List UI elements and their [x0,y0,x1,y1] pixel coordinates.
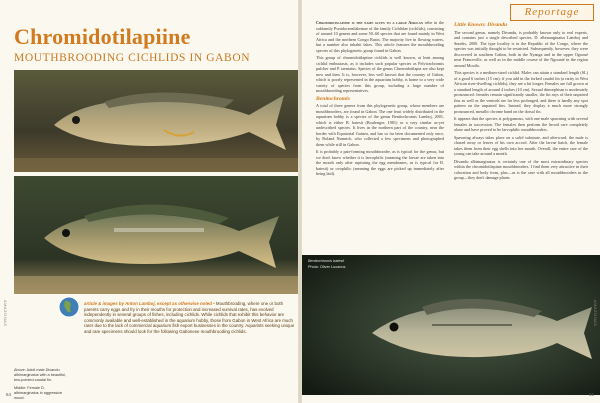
side-label-right: AMAZONAS [593,300,598,327]
left-page [0,0,298,403]
article-subtitle: MOUTHBROODING CICHLIDS IN GABON [14,52,251,64]
side-label-left: AMAZONAS [3,300,8,327]
col2-paragraph-3: It appears that the species is polygamous, with one male spawning with several females in succession. The females then perform the brood care completely alone and have proved to be larvophilic mouthbrooders. [454,116,588,132]
photo-caption-species: Benitochromis batesii [308,259,345,263]
column-2 [454,20,588,252]
photo-benitochromis [302,255,600,395]
intro-text: Mouthbrooding, where one or both parents carry eggs and fry in their mouths for protection and increased survival rates, has evolved independently in several groups of fishes, including cichlids. While cichlids that exhibit this behavior are commonly available and well-established in the aquarium hobby, those from Gabon in West Africa are much rarer due to the lack of commercial aquarium fish export businesses in the country. Aquarists seeking unique and rare specimens should look for the following Gabonese mouthbrooding cichlids. [84,301,295,334]
heading-divandu: Little Known: Divandu [454,22,508,28]
col1-paragraph-4: It is probably a pair-forming mouthbrooder, as is typical for the genus, but we don't know whether it is larvophilic (meaning the larvae are taken into the mouth only after rupturing the egg membranes, as is typical for B. batesii) or ovophilic (meaning the eggs are picked up immediately after being laid). [316,149,444,176]
article-title: Chromidotilapiine [14,24,191,49]
intro-block [84,301,296,353]
photo-female-fish [14,176,298,294]
caption-above: Above: Adult male Divandu albimarginatus with a beautiful, two-pointed caudal fin. [14,368,67,382]
col2-paragraph-4: Spawning always takes place on a solid substrate, and afterward, the male is chased away or leaves of his own accord. After the larvae hatch, the female takes them from their egg shells into her mouth. Overall, the entire care of the young can take around a month. [454,134,588,156]
page-number-right: 65 [588,392,594,397]
lead-in: Chromidotilapiine is the name given to a large African [316,20,423,25]
author-line: article & images by Anton Lamboj, except as otherwise noted • [84,301,215,306]
col2-paragraph-1: The second genus, namely Divandu, is probably known only to real experts, and contains just a single described species, D. albimarginatus Lamboj and Snoeks, 2000. The type locality is in the Republic of the Congo, where the species was initially thought to be restricted. Subsequently, however, they were discovered in southern Gabon, both in the Nyanga and in the upper Ogooué near Franceville, as well as in the middle course of the Ngounié in the region around Mouila. [454,29,588,68]
col1-paragraph-3: A total of three genera from this phylogenetic group, whose members are mouthbrooders, are found in Gabon. The one least widely distributed in the aquarium hobby is a species of the genus Benitochromis Lamboj, 2001, which is either B. batesii (Boulenger, 1901) or a very similar as-yet undescribed species. It lives in the northern part of the country, near the border with Equatorial Guinea, and has so far been documented only once, by Roland Numrich, who collected a few specimens and photographed them while still in Gabon. [316,103,444,147]
col2-paragraph-2: This species is a medium-sized cichlid. Males can attain a standard length (SL) of a good 6 inches (15 cm); if you add in the forked caudal fin (a rarity in West African river-dwelling cichlids), they are a bit longer. Females are full grown at a standard length of around 4 inches (10 cm). Sexual dimorphism is moderately pronounced: females remain significantly smaller, the fin rays of their unpaired fins as well as the ventrals are far less prolonged, and there is hardly any spot pattern on the unpaired fins. Instead, they display a much more strongly pronounced, metallic chrome band on the dorsal fin. [454,70,588,114]
caption-middle: Middle: Female D. albimarginatus in aggressive mood. [14,386,63,400]
col2-paragraph-5: Divandu albimarginatus is certainly one of the most extraordinary species within the chromidotilapiine mouthbrooders. I find them very attractive in their coloration and body form, plus—as is the case with all mouthbrooders in the group—they don't damage plants. [454,158,588,180]
globe-icon [58,296,80,318]
section-tag: Reportage [510,4,594,21]
col1-paragraph-2: This group of chromidotilapiine cichlids is well known, at least among cichlid enthusiasts, as it includes such popular species as Pelvicachromis pulcher and P. taeniatus. Species of the genus Chromidotilapia are also kept now and then. It is, however, less well known that the country of Gabon, which is poorly represented in the aquarium hobby, is home to a very wide variety of species from this group, including a large number of mouthbrooding representatives. [316,55,444,93]
heading-benitochromis: Benitochromis [316,95,350,102]
page-number-left: 64 [6,392,12,397]
right-page [302,0,600,403]
photo-male-fish [14,70,298,172]
col1-paragraph-1: tribe in the subfamily Pseudocrenilabrinae of the family Cichlidae (cichlids), consisting of around 10 genera and some 50–60 species that are found mainly in West Africa and the northern Congo Basin. The majority live in flowing waters, but a number also inhabit lakes. This article features the mouthbrooding species of this phylogenetic group found in Gabon. [316,20,444,53]
photo-caption-credit: Photo: Oliver Lucanus [308,265,346,269]
